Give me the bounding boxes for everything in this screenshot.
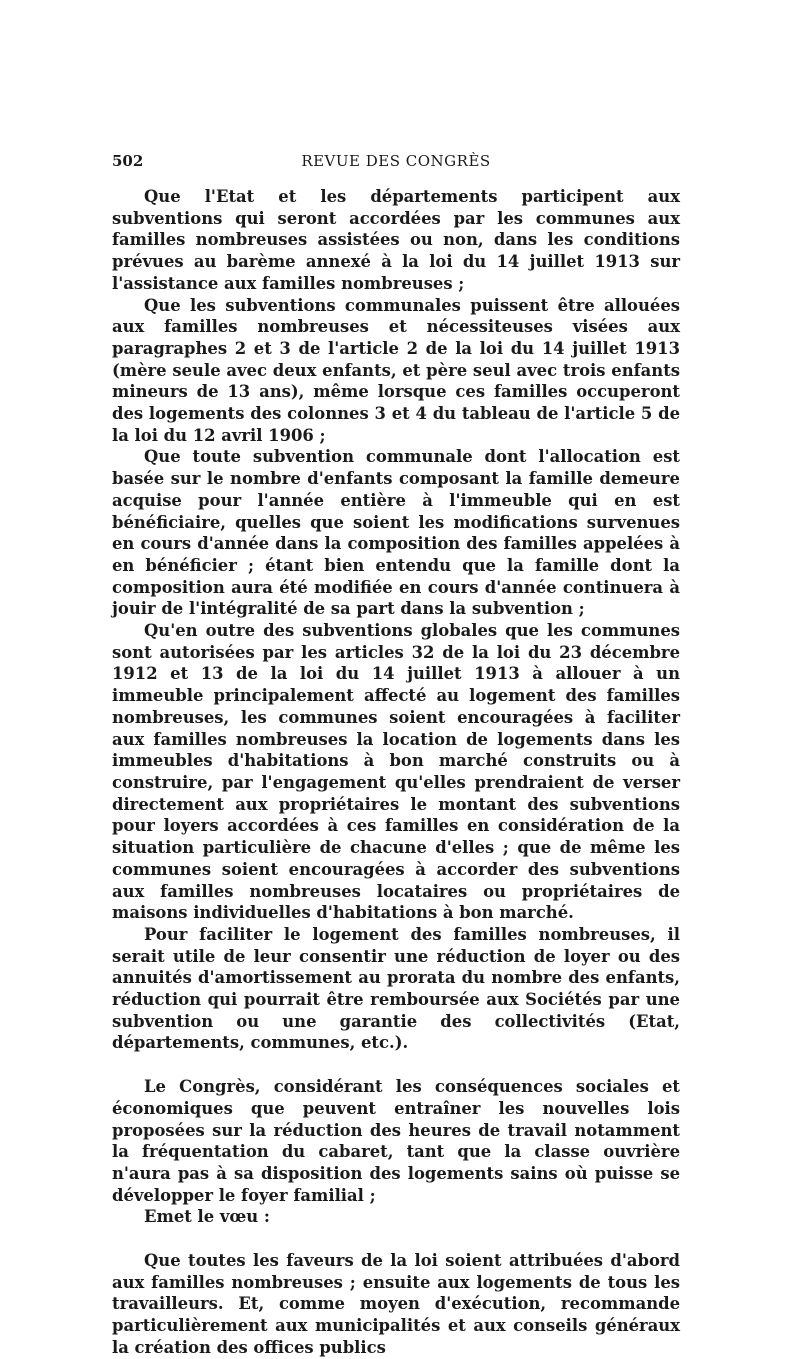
running-title: REVUE DES CONGRÈS: [301, 152, 491, 170]
paragraph-communal-subsidies: Que les subventions communales puissent être allouées aux familles nombreuses et nécessiteuses visées aux paragraphes 2 et 3 de l'article 2 de la loi du 14 juillet 1913 (mère seule avec deux enfants, et père seul avec trois enfants mineurs de 13 ans), même lorsque ces familles occuperont des logements des colonnes 3 et 4 du tableau de l'article 5 de la loi du 12 avril 1906 ;: [112, 295, 680, 445]
paragraph-subsidy-acquired: Que toute subvention communale dont l'allocation est basée sur le nombre d'enfants composant la famille demeure acquise pour l'année entière à l'immeuble qui en est bénéficiaire, quelles que soient les modifications survenues en cours d'année dans la composition des familles appelées à en bénéficier ; étant bien entendu que la famille dont la composition aura été modifiée en cours d'année continuera à jouir de l'intégralité de sa part dans la subvention ;: [112, 447, 680, 619]
paragraph-congress-considering: Le Congrès, considérant les conséquences sociales et économiques que peuvent entraîner les nouvelles lois proposées sur la réduction des heures de travail notamment la fréquentation du cabaret, tant que la classe ouvrière n'aura pas à sa disposition des logements sains où puisse se développer le foyer familial ;: [112, 1077, 680, 1205]
page-number: 502: [112, 152, 144, 170]
paragraph-emet-le-voeu: Emet le vœu :: [144, 1207, 270, 1227]
running-header: [112, 148, 680, 174]
paragraph-state-participation: Que l'Etat et les départements participent aux subventions qui seront accordées par les communes aux familles nombreuses assistées ou non, dans les conditions prévues au barème annexé à la loi du 14 juillet 1913 sur l'assistance aux familles nombreuses ;: [112, 187, 680, 293]
paragraph-rent-reduction: Pour faciliter le logement des familles nombreuses, il serait utile de leur consentir une réduction de loyer ou des annuités d'amortissement au prorata du nombre des enfants, réduction qui pourrait être remboursée aux Sociétés par une subvention ou une garantie des collectivités (Etat, départements, communes, etc.).: [112, 924, 680, 1053]
paragraph-favours-of-law: Que toutes les faveurs de la loi soient attribuées d'abord aux familles nombreuses ; ensuite aux logements de tous les travailleurs. Et, comme moyen d'exécution, recommande particulièrement aux municipalités et aux conseils généraux la création des offices publics: [112, 1251, 680, 1357]
paragraph-global-subsidies: Qu'en outre des subventions globales que les communes sont autorisées par les articles 32 de la loi du 23 décembre 1912 et 13 de la loi du 14 juillet 1913 à allouer à un immeuble principalement affecté au logement des familles nombreuses, les communes soient encouragées à faciliter aux familles nombreuses la location de logements dans les immeubles d'habitations à bon marché construits ou à construire, par l'engagement qu'elles prendraient de verser directement aux propriétaires le montant des subventions pour loyers accordées à ces familles en considération de la situation particulière de chacune d'elles ; que de même les communes soient encouragées à accorder des subventions aux familles nombreuses locataires ou propriétaires de maisons individuelles d'habitations à bon marché.: [112, 621, 680, 923]
body-text: [112, 186, 680, 1359]
document-page: [112, 148, 680, 1359]
